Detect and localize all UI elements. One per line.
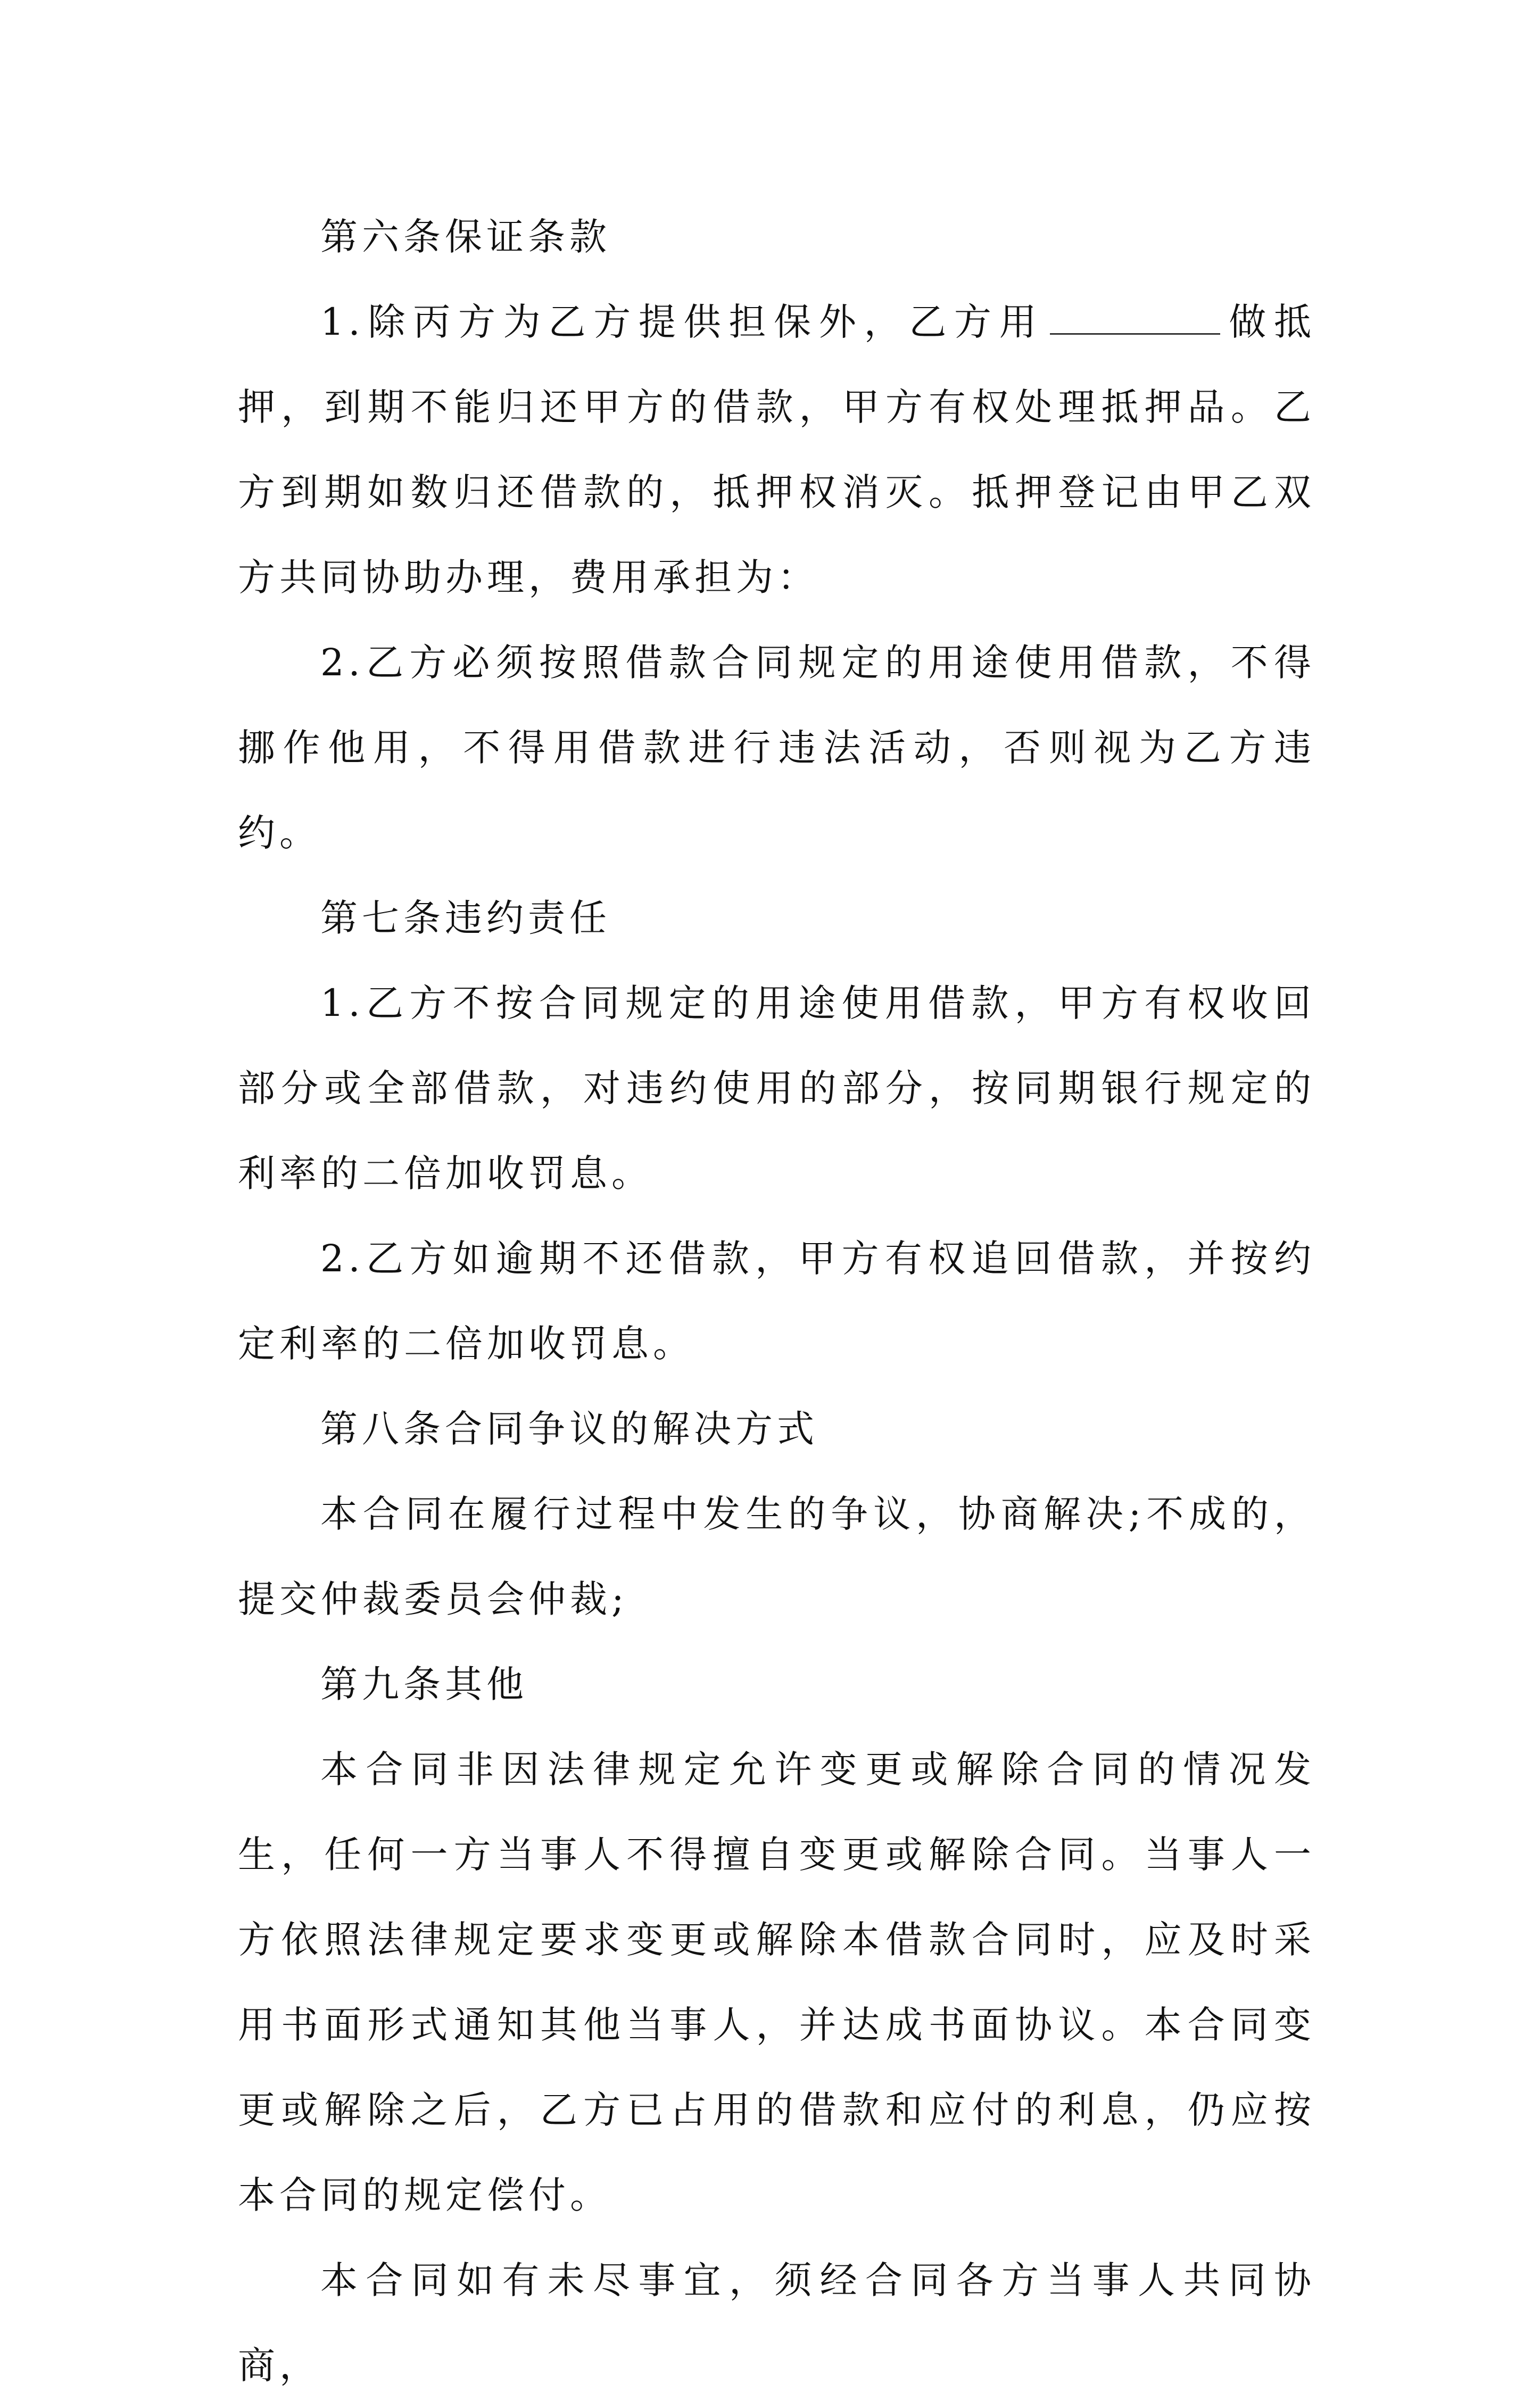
section-6-clause-1 [238, 279, 1315, 620]
section-6-clause-1-part-a: 1.除丙方为乙方提供担保外，乙方用 [320, 300, 1045, 344]
section-7-clause-1: 1.乙方不按合同规定的用途使用借款，甲方有权收回部分或全部借款，对违约使用的部分，按同期银行规定的利率的二倍加收罚息。 [238, 981, 1315, 1195]
section-6-title: 第六条保证条款 [320, 215, 611, 259]
document-body [238, 194, 1315, 2408]
section-8-body: 本合同在履行过程中发生的争议，协商解决;不成的，提交仲裁委员会仲裁; [238, 1492, 1315, 1621]
section-8-title: 第八条合同争议的解决方式 [320, 1407, 818, 1451]
section-9-body-1: 本合同非因法律规定允许变更或解除合同的情况发生，任何一方当事人不得擅自变更或解除合同。当事人一方依照法律规定要求变更或解除本借款合同时，应及时采用书面形式通知其他当事人，并达成书面协议。本合同变更或解除之后，乙方已占用的借款和应付的利息，仍应按本合同的规定偿付。 [238, 1748, 1315, 2217]
section-7-clause-2: 2.乙方如逾期不还借款，甲方有权追回借款，并按约定利率的二倍加收罚息。 [238, 1237, 1315, 1366]
section-7-title: 第七条违约责任 [320, 896, 611, 940]
collateral-blank-line [1050, 302, 1220, 335]
section-9-body-2: 本合同如有未尽事宜，须经合同各方当事人共同协商， [238, 2258, 1315, 2387]
section-6-clause-1-part-b: 做抵押，到期不能归还甲方的借款，甲方有权处理抵押品。乙方到期如数归还借款的，抵押权消灭。抵押登记由甲乙双方共同协助办理，费用承担为： [238, 300, 1315, 599]
section-6-clause-2: 2.乙方必须按照借款合同规定的用途使用借款，不得挪作他用，不得用借款进行违法活动，否则视为乙方违约。 [238, 641, 1315, 855]
section-9-title: 第九条其他 [320, 1662, 528, 1706]
